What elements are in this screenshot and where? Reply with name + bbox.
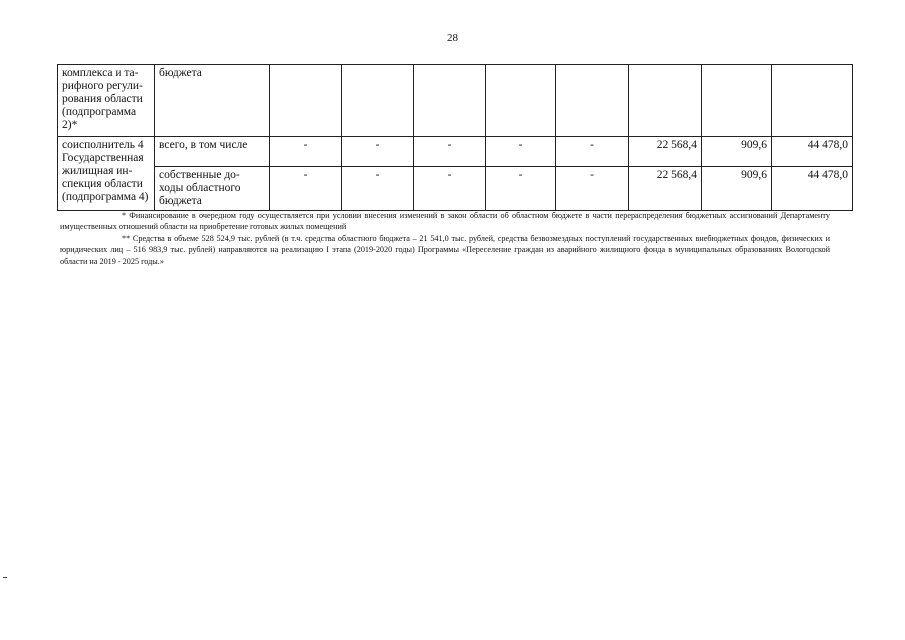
value-cell	[702, 65, 772, 137]
table-row	[58, 65, 853, 137]
value-cell: -	[342, 137, 414, 167]
value-cell	[270, 65, 342, 137]
value-cell	[486, 65, 556, 137]
value-cell: 22 568,4	[629, 137, 702, 167]
scan-edge-mark	[3, 577, 7, 578]
value-cell	[414, 65, 486, 137]
value-cell: 44 478,0	[772, 167, 853, 211]
footnote-financing: * Финансирование в очередном году осуществляется при условии внесения изменений в закон области об областном бюджете в части перераспределения бюджетных ассигнований Департаменту имущественных отношений области на приобретение готовых жилых помещений	[60, 211, 830, 232]
source-cell: бюджета	[155, 65, 270, 137]
value-cell: 22 568,4	[629, 167, 702, 211]
value-cell: 909,6	[702, 167, 772, 211]
value-cell: -	[486, 137, 556, 167]
value-cell: 909,6	[702, 137, 772, 167]
value-cell: -	[270, 167, 342, 211]
source-cell: всего, в том числе	[155, 137, 270, 167]
value-cell	[556, 65, 629, 137]
value-cell: -	[556, 137, 629, 167]
page-number: 28	[447, 32, 458, 44]
table-row	[58, 137, 853, 167]
footnote-funds: ** Средства в объеме 528 524,9 тыс. рублей (в т.ч. средства областного бюджета – 21 541,0 тыс. рублей, средства безвозмездных поступлений государственных внебюджетных фондов, физических и юридических лиц – 516 983,9 тыс. рублей) направляются на реализацию I этапа (2019-2020 годы) Программы «Переселение граждан из аварийного жилищного фонда в муниципальных образованиях Вологодской области на 2019 - 2025 годы.»	[60, 233, 830, 266]
value-cell	[342, 65, 414, 137]
executor-cell: комплекса и та- рифного регули- рования области (подпрограмма 2)*	[58, 65, 155, 137]
value-cell	[772, 65, 853, 137]
value-cell: -	[414, 137, 486, 167]
value-cell: -	[342, 167, 414, 211]
value-cell	[629, 65, 702, 137]
value-cell: -	[556, 167, 629, 211]
source-cell: собственные до- ходы областного бюджета	[155, 167, 270, 211]
table-row	[58, 167, 853, 211]
budget-table	[57, 64, 853, 211]
footnotes	[60, 210, 830, 267]
value-cell: -	[414, 167, 486, 211]
value-cell: -	[270, 137, 342, 167]
value-cell: 44 478,0	[772, 137, 853, 167]
value-cell: -	[486, 167, 556, 211]
executor-cell: соисполнитель 4 Государственная жилищная ин- спекция области (подпрограмма 4)	[58, 137, 155, 211]
